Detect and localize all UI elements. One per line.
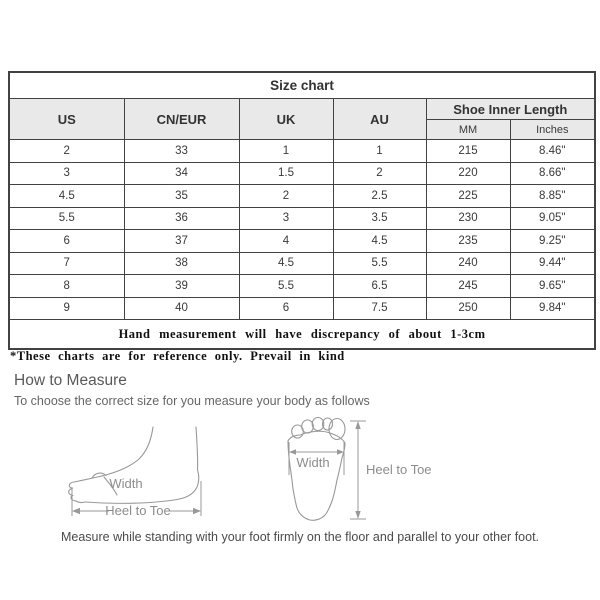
size-row bbox=[9, 252, 595, 275]
size-cell: 7.5 bbox=[333, 297, 426, 320]
size-row bbox=[9, 297, 595, 320]
col-header-cn-eur: CN/EUR bbox=[124, 99, 239, 140]
size-cell: 4 bbox=[239, 230, 333, 253]
size-cell: 39 bbox=[124, 275, 239, 298]
col-header-uk: UK bbox=[239, 99, 333, 140]
col-header-us: US bbox=[9, 99, 124, 140]
size-cell: 230 bbox=[426, 207, 510, 230]
size-cell: 1 bbox=[239, 140, 333, 163]
size-cell: 3.5 bbox=[333, 207, 426, 230]
size-row bbox=[9, 207, 595, 230]
size-cell: 2 bbox=[9, 140, 124, 163]
size-chart-title: Size chart bbox=[9, 72, 595, 99]
size-row bbox=[9, 140, 595, 163]
width-label: Width bbox=[109, 476, 143, 491]
size-cell: 4.5 bbox=[333, 230, 426, 253]
size-cell: 9.05" bbox=[510, 207, 595, 230]
size-cell: 8 bbox=[9, 275, 124, 298]
size-cell: 6 bbox=[9, 230, 124, 253]
size-cell: 8.66" bbox=[510, 162, 595, 185]
size-cell: 5.5 bbox=[9, 207, 124, 230]
size-cell: 7 bbox=[9, 252, 124, 275]
size-cell: 3 bbox=[9, 162, 124, 185]
size-cell: 215 bbox=[426, 140, 510, 163]
col-header-inches: Inches bbox=[510, 120, 595, 140]
col-header-mm: MM bbox=[426, 120, 510, 140]
measurement-discrepancy-note: Hand measurement will have discrepancy of about 1-3cm bbox=[9, 320, 595, 350]
size-cell: 9.84" bbox=[510, 297, 595, 320]
size-cell: 2 bbox=[239, 185, 333, 208]
size-cell: 34 bbox=[124, 162, 239, 185]
size-cell: 38 bbox=[124, 252, 239, 275]
size-cell: 9.44" bbox=[510, 252, 595, 275]
col-header-shoe-inner-length: Shoe Inner Length bbox=[426, 99, 595, 120]
size-cell: 9.25" bbox=[510, 230, 595, 253]
size-row bbox=[9, 185, 595, 208]
size-chart-header-row bbox=[9, 99, 595, 120]
foot-top-view-diagram bbox=[280, 414, 445, 526]
heel-to-toe-label: Heel to Toe bbox=[105, 503, 171, 518]
width-label: Width bbox=[296, 455, 330, 470]
heel-to-toe-dimension bbox=[350, 421, 366, 519]
size-cell: 8.85" bbox=[510, 185, 595, 208]
size-cell: 250 bbox=[426, 297, 510, 320]
size-cell: 235 bbox=[426, 230, 510, 253]
size-cell: 4.5 bbox=[239, 252, 333, 275]
size-cell: 1 bbox=[333, 140, 426, 163]
size-cell: 2.5 bbox=[333, 185, 426, 208]
size-cell: 220 bbox=[426, 162, 510, 185]
foot-side-outline bbox=[69, 427, 199, 503]
size-cell: 3 bbox=[239, 207, 333, 230]
size-row bbox=[9, 275, 595, 298]
size-chart-title-row bbox=[9, 72, 595, 99]
size-cell: 5.5 bbox=[333, 252, 426, 275]
size-cell: 5.5 bbox=[239, 275, 333, 298]
size-cell: 245 bbox=[426, 275, 510, 298]
heel-to-toe-label: Heel to Toe bbox=[366, 462, 432, 477]
size-cell: 225 bbox=[426, 185, 510, 208]
reference-note: *These charts are for reference only. Prevail in kind bbox=[10, 349, 345, 363]
size-chart-table bbox=[8, 71, 596, 350]
size-cell: 9.65" bbox=[510, 275, 595, 298]
size-cell: 1.5 bbox=[239, 162, 333, 185]
col-header-au: AU bbox=[333, 99, 426, 140]
size-cell: 37 bbox=[124, 230, 239, 253]
size-row bbox=[9, 162, 595, 185]
size-cell: 35 bbox=[124, 185, 239, 208]
how-to-measure-subheading: To choose the correct size for you measure your body as follows bbox=[14, 394, 370, 408]
size-row bbox=[9, 230, 595, 253]
size-cell: 40 bbox=[124, 297, 239, 320]
measure-caption: Measure while standing with your foot firmly on the floor and parallel to your other foot. bbox=[60, 530, 540, 544]
how-to-measure-heading: How to Measure bbox=[14, 372, 127, 389]
size-cell: 4.5 bbox=[9, 185, 124, 208]
size-cell: 33 bbox=[124, 140, 239, 163]
size-cell: 2 bbox=[333, 162, 426, 185]
table-footnote-row bbox=[9, 320, 595, 350]
size-cell: 8.46" bbox=[510, 140, 595, 163]
size-cell: 6.5 bbox=[333, 275, 426, 298]
size-cell: 36 bbox=[124, 207, 239, 230]
size-cell: 9 bbox=[9, 297, 124, 320]
size-cell: 240 bbox=[426, 252, 510, 275]
size-cell: 6 bbox=[239, 297, 333, 320]
foot-side-view-diagram bbox=[55, 415, 275, 530]
